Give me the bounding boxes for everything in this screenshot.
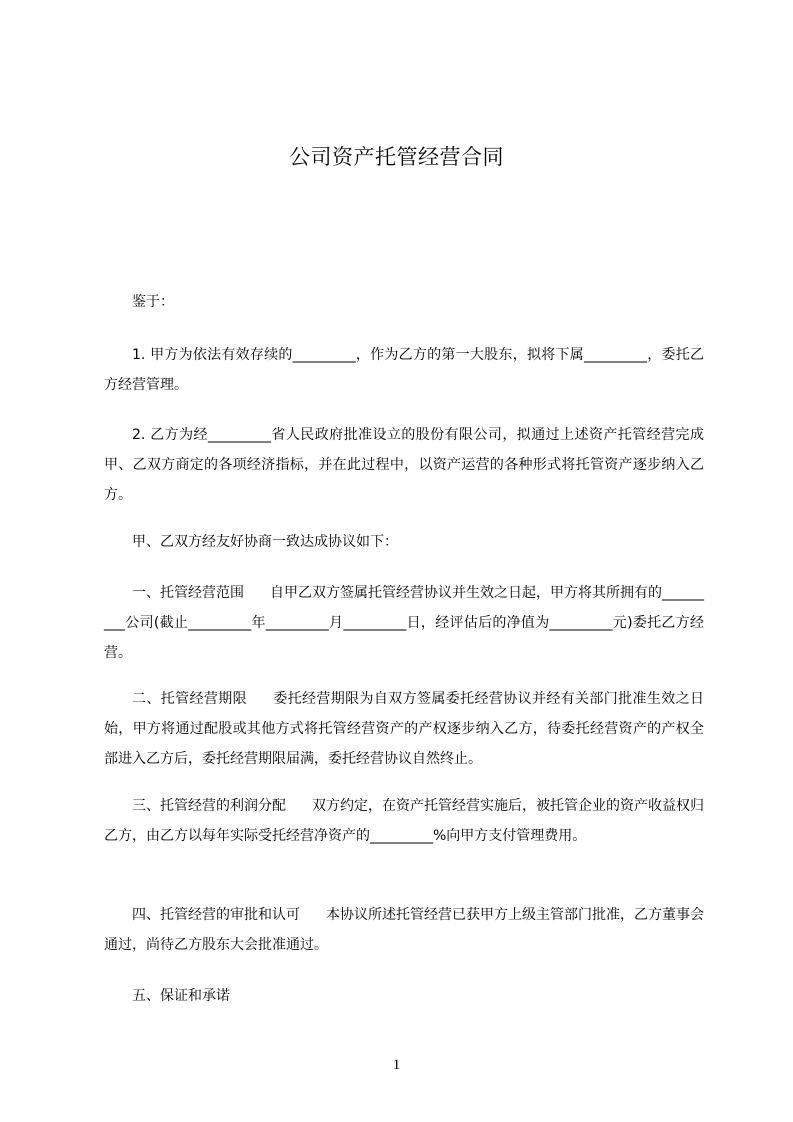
recital-1-paragraph: 1. 甲方为依法有效存续的_________，作为乙方的第一大股东，拟将下属_________，委托乙方经营管理。: [104, 347, 704, 393]
clause-5-paragraph: [104, 981, 704, 1011]
page-number: 1: [392, 1057, 401, 1073]
recital-2-paragraph: 2. 乙方为经_________省人民政府批准设立的股份有限公司，拟通过上述资产托管经营完成甲、乙双方商定的各项经济指标，并在此过程中，以资产运营的各种形式将托管资产逐步纳入乙方。: [104, 427, 704, 503]
agreement-lead-paragraph: 甲、乙双方经友好协商一致达成协议如下：: [132, 534, 398, 550]
clause-1-text: 自甲乙双方签属托管经营协议并生效之日起，甲方将其所拥有的_________公司(截止_________年_________月_________日，经评估后的净值为_________元)委托乙方经营。: [104, 585, 704, 661]
clause-5-heading: 五、保证和承诺: [132, 988, 230, 1004]
clause-4-paragraph: [104, 900, 704, 960]
clause-2-text: 委托经营期限为自双方签属委托经营协议并经有关部门批准生效之日始，甲方将通过配股或其他方式将托管经营资产的产权逐步纳入乙方，待委托经营资产的产权全部进入乙方后，委托经营期限届满，委托经营协议自然终止。: [104, 691, 705, 767]
clause-1-paragraph: [104, 578, 704, 668]
clause-3-paragraph: [104, 791, 704, 851]
clause-3-heading: 三、托管经营的利润分配: [132, 798, 286, 814]
clause-1-heading: 一、托管经营范围: [132, 585, 244, 601]
clause-3-text: 双方约定，在资产托管经营实施后，被托管企业的资产收益权归乙方，由乙方以每年实际受托经营净资产的_________%向甲方支付管理费用。: [104, 798, 704, 844]
clause-4-text: 本协议所述托管经营已获甲方上级主管部门批准，乙方董事会通过，尚待乙方股东大会批准通过。: [104, 907, 704, 953]
clause-2-heading: 二、托管经营期限: [132, 691, 247, 707]
intro-paragraph: 鉴于：: [132, 294, 174, 310]
clause-4-heading: 四、托管经营的审批和认可: [132, 907, 300, 923]
document-title: 公司资产托管经营合同: [289, 145, 504, 169]
clause-2-paragraph: [104, 684, 704, 774]
